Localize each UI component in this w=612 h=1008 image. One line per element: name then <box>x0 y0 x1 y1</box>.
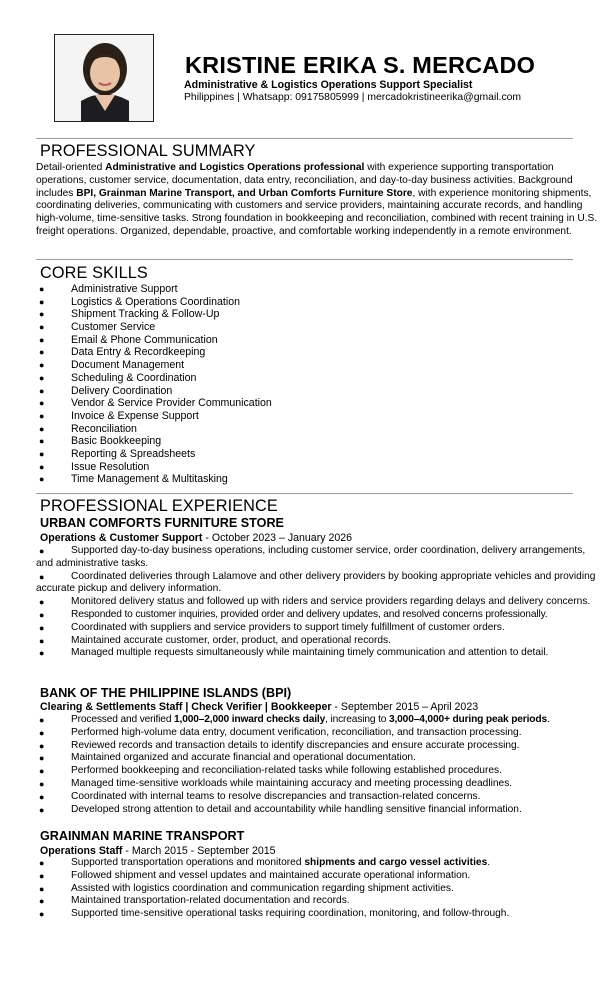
duty-emphasis: shipments and cargo vessel activities <box>304 857 488 868</box>
bullet-icon: ● <box>39 740 45 751</box>
duty-item <box>36 883 604 896</box>
duty-emphasis: 1,000–2,000 inward checks daily <box>174 714 326 725</box>
duty-item <box>36 740 604 753</box>
skill-label: Shipment Tracking & Follow-Up <box>71 308 220 321</box>
bullet-icon: ● <box>39 804 45 815</box>
duty-item <box>36 596 604 609</box>
duty-item <box>36 545 604 571</box>
skill-label: Customer Service <box>71 321 156 334</box>
job-role <box>40 701 478 713</box>
duty-text: Supported day-to-day business operations, including customer service, order coordination, delivery arrangements, and administrative tasks. <box>36 545 586 569</box>
bullet-icon: ● <box>39 635 45 646</box>
skill-label: Reporting & Spreadsheets <box>71 447 196 460</box>
summary-heading: PROFESSIONAL SUMMARY <box>40 142 256 160</box>
skill-label: Document Management <box>71 359 185 372</box>
job-role <box>40 845 276 857</box>
section-divider <box>36 259 573 260</box>
bullet-icon: ● <box>39 727 45 738</box>
duty-item <box>36 765 604 778</box>
skill-label: Delivery Coordination <box>71 384 173 397</box>
bullet-icon: ● <box>39 398 45 409</box>
duty-item <box>36 804 604 817</box>
duty-text: Developed strong attention to detail and accountability while handling sensitive financial information. <box>71 803 522 815</box>
duty-text: Managed multiple requests simultaneously while maintaining timely communication and attention to detail. <box>71 647 549 659</box>
duty-text: Monitored delivery status and followed up with riders and service providers regarding delays and delivery concerns. <box>71 596 591 608</box>
duty-item <box>36 714 604 727</box>
skill-item <box>36 296 272 309</box>
duty-text: Managed time-sensitive workloads while maintaining accuracy and meeting processing deadlines. <box>71 777 513 789</box>
bullet-icon: ● <box>39 753 45 764</box>
skill-item <box>36 334 272 347</box>
bullet-icon: ● <box>39 648 45 659</box>
bullet-icon: ● <box>39 896 45 907</box>
summary-part: with experience supporting transportation operations, customer service, documentation, data entry, reconciliation, and day-to-day business activities. Background includes <box>36 162 573 199</box>
duty-list <box>36 714 604 816</box>
duty-item <box>36 647 604 660</box>
bullet-icon: ● <box>39 461 45 472</box>
job-title: Operations Staff <box>40 845 123 857</box>
skill-label: Vendor & Service Provider Communication <box>71 397 272 410</box>
profile-photo <box>54 34 154 122</box>
duty-text: Processed and verified <box>71 714 175 725</box>
duty-text: Maintained transportation-related documentation and records. <box>71 895 350 907</box>
skill-item <box>36 397 272 410</box>
bullet-icon: ● <box>39 597 45 608</box>
duty-text: Maintained accurate customer, order, product, and operational records. <box>71 634 391 646</box>
duty-text: Reviewed records and transaction details to identify discrepancies and ensure accurate processing. <box>71 739 520 751</box>
skill-item <box>36 461 272 474</box>
duty-text: Responded to customer inquiries, provided order and delivery updates, and resolved concerns professionally. <box>71 608 548 620</box>
job-company: GRAINMAN MARINE TRANSPORT <box>40 829 245 843</box>
duty-text: Coordinated with internal teams to resolve discrepancies and transaction-related concerns. <box>71 790 481 802</box>
duty-text: . <box>487 857 491 868</box>
skill-item <box>36 283 272 296</box>
bullet-icon: ● <box>39 791 45 802</box>
bullet-icon: ● <box>39 309 45 320</box>
bullet-icon: ● <box>39 622 45 633</box>
bullet-icon: ● <box>39 609 45 620</box>
bullet-icon: ● <box>39 766 45 777</box>
bullet-icon: ● <box>39 778 45 789</box>
skill-label: Time Management & Multitasking <box>71 473 228 486</box>
skill-item <box>36 321 272 334</box>
duty-item <box>36 870 604 883</box>
duty-text: Supported time-sensitive operational tasks requiring coordination, monitoring, and follow-through. <box>71 908 510 920</box>
bullet-icon: ● <box>39 571 45 582</box>
bullet-icon: ● <box>39 546 45 556</box>
skill-item <box>36 448 272 461</box>
duty-item <box>36 857 604 870</box>
candidate-tagline: Administrative & Logistics Operations Support Specialist <box>184 79 473 91</box>
job-company: BANK OF THE PHILIPPINE ISLANDS (BPI) <box>40 686 292 700</box>
bullet-icon: ● <box>39 858 45 868</box>
duty-item <box>36 622 604 635</box>
job-dates: - October 2023 – January 2026 <box>202 532 353 544</box>
summary-emphasis: BPI, Grainman Marine Transport, and Urban Comforts Furniture Store <box>76 187 413 199</box>
bullet-icon: ● <box>39 347 45 358</box>
section-divider <box>36 493 573 494</box>
skill-item <box>36 473 272 486</box>
duty-list <box>36 857 604 921</box>
skill-item <box>36 308 272 321</box>
duty-text: Coordinated deliveries through Lalamove and other delivery providers by booking appropriate vehicles and providing accurate pickup and delivery information. <box>36 570 596 595</box>
duty-text: , increasing to <box>325 714 389 725</box>
duty-text: . <box>546 714 550 725</box>
bullet-icon: ● <box>39 883 45 894</box>
job-dates: - March 2015 - September 2015 <box>122 845 276 857</box>
skill-item <box>36 435 272 448</box>
duty-list <box>36 545 604 660</box>
skill-label: Email & Phone Communication <box>71 333 218 346</box>
duty-item <box>36 635 604 648</box>
bullet-icon: ● <box>39 909 45 920</box>
job-title: Operations & Customer Support <box>40 532 203 544</box>
job-title: Clearing & Settlements Staff | Check Verifier | Bookkeeper <box>40 701 332 713</box>
skills-list <box>36 283 272 486</box>
skill-label: Administrative Support <box>71 283 178 295</box>
duty-item <box>36 791 604 804</box>
duty-item <box>36 778 604 791</box>
skill-label: Reconciliation <box>71 422 137 435</box>
skill-label: Issue Resolution <box>71 460 150 473</box>
profile-photo-image <box>55 35 154 122</box>
bullet-icon: ● <box>39 436 45 447</box>
skill-label: Logistics & Operations Coordination <box>71 295 241 308</box>
skill-item <box>36 410 272 423</box>
duty-emphasis: 3,000–4,000+ during peak periods <box>388 714 547 725</box>
bullet-icon: ● <box>39 322 45 333</box>
duty-item <box>36 752 604 765</box>
duty-text: Maintained organized and accurate financial and operational documentation. <box>71 752 416 764</box>
bullet-icon: ● <box>39 334 45 345</box>
bullet-icon: ● <box>39 423 45 434</box>
job-role <box>40 532 352 544</box>
bullet-icon: ● <box>39 410 45 421</box>
skill-label: Invoice & Expense Support <box>71 409 199 422</box>
summary-emphasis: Administrative and Logistics Operations professional <box>105 162 365 173</box>
skill-item <box>36 359 272 372</box>
section-divider <box>36 138 573 139</box>
skill-item <box>36 372 272 385</box>
summary-part: Detail-oriented <box>36 162 106 173</box>
duty-item <box>36 609 604 622</box>
bullet-icon: ● <box>39 385 45 396</box>
bullet-icon: ● <box>39 474 45 485</box>
contact-line: Philippines | Whatsapp: 09175805999 | mercadokristineerika@gmail.com <box>184 92 522 103</box>
duty-text: Performed bookkeeping and reconciliation-related tasks while following established procedures. <box>71 765 502 777</box>
duty-text: Followed shipment and vessel updates and maintained accurate operational information. <box>71 869 471 881</box>
bullet-icon: ● <box>39 870 45 881</box>
skill-label: Basic Bookkeeping <box>71 435 162 448</box>
candidate-name: KRISTINE ERIKA S. MERCADO <box>185 52 536 78</box>
skill-label: Scheduling & Coordination <box>71 371 197 384</box>
duty-item <box>36 895 604 908</box>
duty-item <box>36 908 604 921</box>
experience-heading: PROFESSIONAL EXPERIENCE <box>40 497 278 515</box>
skill-item <box>36 346 272 359</box>
duty-text: Performed high-volume data entry, document verification, reconciliation, and transaction processing. <box>71 726 522 738</box>
summary-text <box>36 162 603 239</box>
bullet-icon: ● <box>39 360 45 371</box>
bullet-icon: ● <box>39 284 45 294</box>
duty-item <box>36 571 604 597</box>
skill-item <box>36 423 272 436</box>
duty-text: Assisted with logistics coordination and communication regarding shipment activities. <box>71 882 454 894</box>
job-company: URBAN COMFORTS FURNITURE STORE <box>40 516 284 530</box>
bullet-icon: ● <box>39 448 45 459</box>
bullet-icon: ● <box>39 296 45 307</box>
duty-item <box>36 727 604 740</box>
duty-text: Coordinated with suppliers and service providers to support timely fulfillment of customer orders. <box>71 621 505 633</box>
duty-text: Supported transportation operations and monitored <box>71 857 305 868</box>
skill-label: Data Entry & Recordkeeping <box>71 346 206 359</box>
skills-heading: CORE SKILLS <box>40 264 148 282</box>
bullet-icon: ● <box>39 715 45 725</box>
skill-item <box>36 385 272 398</box>
job-dates: - September 2015 – April 2023 <box>331 701 479 713</box>
summary-part: , with experience monitoring shipments, coordinating deliveries, communicating with customers and service providers, maintaining accurate records, and handling high-volume, time-sensitive tasks. Strong foundation in bookkeeping and reconciliation, combined with recent training in U.S. freight operations. Organized, dependable, proactive, and comfortable working independently in a remote environment. <box>36 187 598 237</box>
bullet-icon: ● <box>39 372 45 383</box>
